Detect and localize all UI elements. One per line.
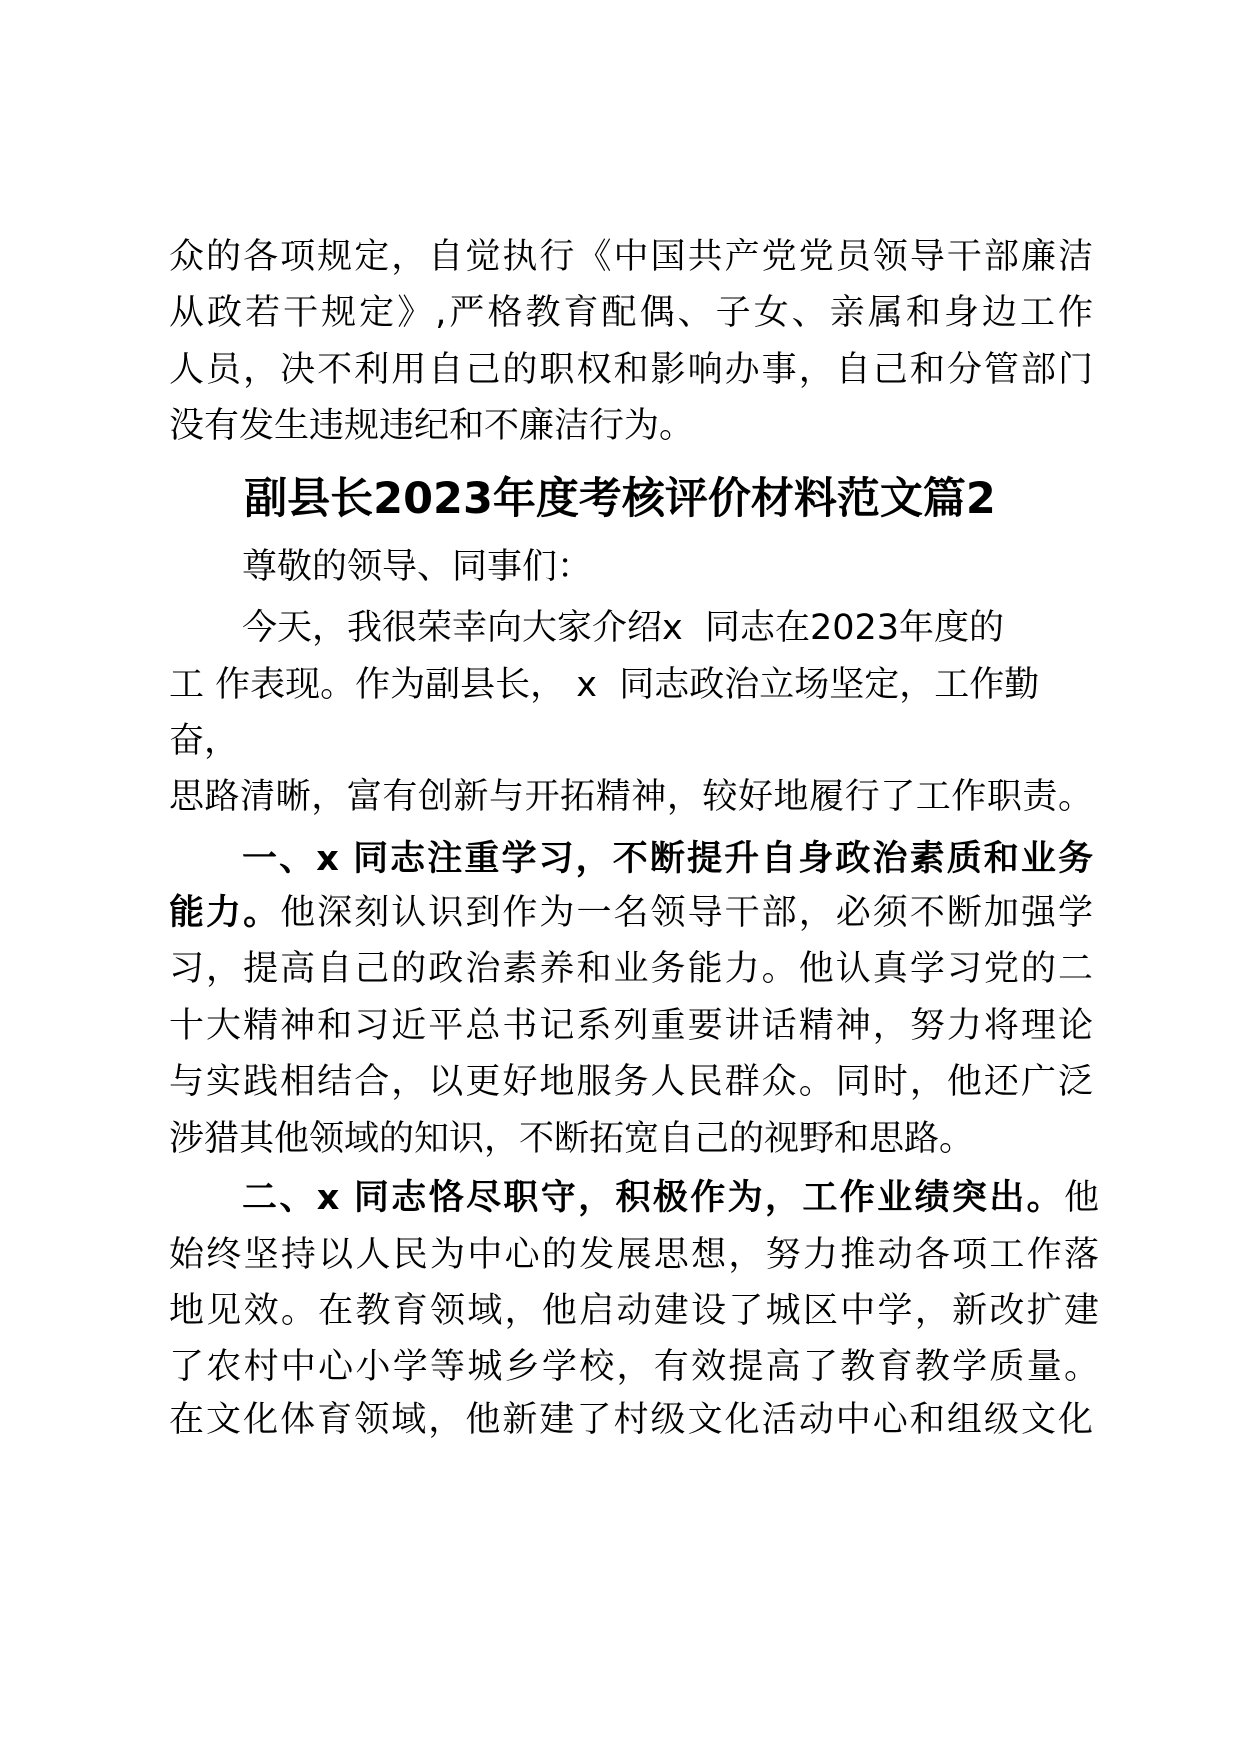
text-line: 地见效。在教育领域，他启动建设了城区中学，新改扩建 — [169, 1291, 1099, 1331]
text-line — [169, 891, 1093, 935]
section-body-start: 他深刻认识到作为一名领导干部，必须不断加强学 — [280, 893, 1093, 933]
document-title: 副县长2023年度考核评价材料范文篇2 — [244, 474, 996, 524]
text-line: 从政若干规定》,严格教育配偶、子女、亲属和身边工作 — [169, 293, 1093, 333]
text-line: 涉猎其他领域的知识，不断拓宽自己的视野和思路。 — [169, 1119, 975, 1159]
section-heading-tail: 能力。 — [169, 893, 281, 933]
salutation: 尊敬的领导、同事们： — [242, 547, 593, 587]
text-line: 十大精神和习近平总书记系列重要讲话精神，努力将理论 — [169, 1006, 1093, 1046]
section-heading: 一、x 同志注重学习，不断提升自身政治素质和业务 — [242, 839, 1093, 879]
text-line: 众的各项规定，自觉执行《中国共产党党员领导干部廉洁 — [169, 237, 1093, 277]
text-line: 思路清晰，富有创新与开拓精神，较好地履行了工作职责。 — [169, 777, 1093, 817]
text-line: 习，提高自己的政治素养和业务能力。他认真学习党的二 — [169, 949, 1093, 989]
text-line: 今天，我很荣幸向大家介绍x 同志在2023年度的 — [242, 608, 1005, 648]
section-heading: 二、x 同志恪尽职守，积极作为，工作业绩突出。 — [242, 1178, 1064, 1218]
text-line — [242, 1176, 1099, 1220]
text-line: 奋， — [169, 721, 240, 761]
text-line: 了农村中心小学等城乡学校，有效提高了教育教学质量。 — [169, 1347, 1099, 1387]
text-line: 没有发生违规违纪和不廉洁行为。 — [169, 406, 695, 446]
section-body-start: 他 — [1063, 1178, 1099, 1218]
text-line: 与实践相结合，以更好地服务人民群众。同时，他还广泛 — [169, 1062, 1093, 1102]
text-line: 工 作表现。作为副县长， x 同志政治立场坚定，工作勤 — [169, 665, 1040, 705]
text-line: 人员，决不利用自己的职权和影响办事，自己和分管部门 — [169, 350, 1093, 390]
text-line: 在文化体育领域，他新建了村级文化活动中心和组级文化 — [169, 1400, 1093, 1440]
text-line: 始终坚持以人民为中心的发展思想，努力推动各项工作落 — [169, 1235, 1099, 1275]
